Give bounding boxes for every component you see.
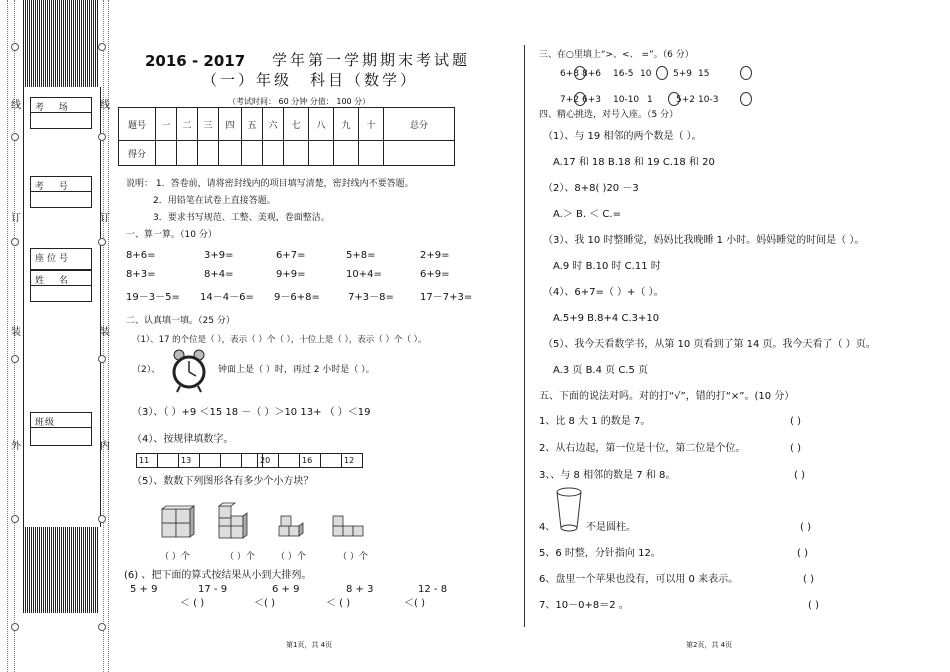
page-footer: 第1页，共 4页 (286, 641, 333, 649)
judge-item: 6、盘里一个苹果也没有，可以用 0 来表示。 (539, 574, 739, 585)
judge-item: 2、从右边起，第一位是十位，第二位是个位。 (539, 443, 746, 454)
column-divider (524, 45, 525, 627)
options-text: A.＞ B. ＜ C.= (553, 209, 621, 220)
order-expr: 12 - 8 (418, 584, 448, 595)
seq-cell[interactable] (279, 454, 300, 468)
options-text: A.5+9 B.8+4 C.3+10 (553, 313, 660, 324)
score-header-cell: 八 (309, 108, 334, 141)
question-text: （3）、（ ）+9 ＜15 18 －（ ）＞10 13+ （ ）＜19 (132, 407, 371, 418)
cube-answer[interactable]: （ ）个 (160, 552, 190, 562)
compare-expr: 10 (640, 69, 652, 79)
calc-item: 14－4－6= (200, 292, 254, 303)
score-cell[interactable] (219, 141, 242, 166)
judge-paren[interactable]: ( ) (800, 522, 811, 533)
order-expr: 8 + 3 (346, 584, 374, 595)
question-text: （5）、我今天看数学书，从第 10 页看到了第 14 页。我今天看了（ ）页。 (543, 339, 876, 350)
calc-item: 8+6= (126, 250, 156, 261)
options-text: A.17 和 18 B.18 和 19 C.18 和 20 (553, 157, 715, 168)
score-cell[interactable] (242, 141, 263, 166)
section-title: 二、认真填一填。（25 分） (126, 316, 235, 326)
calc-item: 9+9= (276, 269, 306, 280)
score-cell[interactable] (198, 141, 219, 166)
seq-cell: 20 (258, 454, 279, 468)
question-text: （3）、我 10 时整睡觉，妈妈比我晚睡 1 小时。妈妈睡觉的时间是（ ）。 (543, 235, 865, 246)
cube-figure-2-icon (217, 498, 251, 540)
compare-expr: 5+9 (673, 69, 692, 79)
cube-answer[interactable]: （ ）个 (225, 552, 255, 562)
judge-paren[interactable]: ( ) (797, 548, 808, 559)
seq-cell[interactable] (321, 454, 342, 468)
section-title: 三、在○里填上“>、<、 =”。（6 分） (539, 50, 694, 60)
judge-paren[interactable]: ( ) (790, 443, 801, 454)
judge-paren[interactable]: ( ) (808, 600, 819, 611)
calc-item: 2+9= (420, 250, 450, 261)
seq-cell[interactable] (158, 454, 179, 468)
compare-expr: 10-10 (613, 95, 640, 105)
margin-char: 内 (100, 441, 110, 452)
score-header-cell: 三 (198, 108, 219, 141)
calc-item: 9－6+8= (274, 292, 320, 303)
seq-cell: 13 (179, 454, 200, 468)
question-text: （5）、数数下列图形各有多少个小方块？ (132, 476, 314, 487)
instruction: 2．用铅笔在试卷上直接答题。 (153, 196, 276, 206)
compare-expr: 6+8 (560, 69, 579, 79)
exam-subtitle: （一）年级 科目（数学） (202, 71, 419, 89)
options-text: A.9 时 B.10 时 C.11 时 (553, 261, 661, 272)
score-cell[interactable] (384, 141, 455, 166)
score-header-cell: 二 (177, 108, 198, 141)
order-blank[interactable]: ＜ ( ) (180, 598, 205, 609)
compare-expr: 8+6 (582, 69, 601, 79)
compare-expr: 1 (647, 95, 653, 105)
cube-answer[interactable]: （ ）个 (338, 552, 368, 562)
instruction: 说明： 1．答卷前，请将密封线内的项目填写清楚，密封线内不要答题。 (126, 179, 414, 189)
score-cell[interactable] (284, 141, 309, 166)
compare-expr: 10-3 (698, 95, 719, 105)
section-title: 五、下面的说法对吗。对的打“√”，错的打“×”。(10 分） (539, 391, 795, 402)
score-cell[interactable] (359, 141, 384, 166)
exam-title: 学年第一学期期末考试题 (272, 51, 471, 69)
score-header-cell: 九 (334, 108, 359, 141)
cube-figure-4-icon (331, 510, 365, 540)
compare-circle[interactable] (740, 66, 752, 80)
score-header-cell: 一 (156, 108, 177, 141)
cube-answer[interactable]: （ ）个 (276, 552, 306, 562)
calc-item: 5+8= (346, 250, 376, 261)
score-header-cell: 五 (242, 108, 263, 141)
cup-shape-icon (552, 486, 586, 534)
calc-item: 10+4= (346, 269, 382, 280)
judge-item: 7、10－0+8＝2 。 (539, 600, 629, 611)
question-text: 钟面上是（ ）时，再过 2 小时是（ ）。 (218, 365, 375, 375)
judge-item: 3、、与 8 相邻的数是 7 和 8。 (539, 470, 676, 481)
score-header-cell: 四 (219, 108, 242, 141)
score-header-cell: 题号 (119, 108, 156, 141)
judge-item: 1、比 8 大 1 的数是 7。 (539, 416, 651, 427)
score-header-cell: 十 (359, 108, 384, 141)
compare-expr: 7+2 (560, 95, 579, 105)
question-text: (6) 、把下面的算式按结果从小到大排列。 (124, 570, 312, 581)
calc-item: 17－7+3= (420, 292, 473, 303)
exam-meta: （考试时间： 60 分钟 分值： 100 分） (228, 97, 371, 106)
judge-paren[interactable]: ( ) (794, 470, 805, 481)
order-expr: 17 - 9 (198, 584, 228, 595)
compare-circle[interactable] (740, 92, 752, 106)
calc-item: 19－3－5= (126, 292, 180, 303)
score-header-cell: 七 (284, 108, 309, 141)
field-exam-number[interactable]: 考 号 (30, 176, 92, 208)
margin-char: 线 (11, 100, 21, 111)
order-blank[interactable]: ＜( ) (404, 598, 425, 609)
score-cell[interactable] (156, 141, 177, 166)
section-title: 一、算一算。（10 分） (126, 230, 217, 240)
judge-paren[interactable]: ( ) (790, 416, 801, 427)
score-cell[interactable] (334, 141, 359, 166)
score-header-cell: 总分 (384, 108, 455, 141)
seq-cell: 12 (342, 454, 363, 468)
instruction: 3．要求书写规范、工整、美观，卷面整洁。 (153, 213, 330, 223)
cube-figure-3-icon (277, 510, 305, 540)
calc-item: 8+4= (204, 269, 234, 280)
compare-expr: 6+3 (582, 95, 601, 105)
margin-char: 线 (100, 100, 110, 111)
order-blank[interactable]: ＜( ) (254, 598, 275, 609)
exam-year: 2016 - 2017 (145, 52, 246, 70)
seq-cell: 11 (137, 454, 158, 468)
seq-cell: 16 (300, 454, 321, 468)
question-text: （1）、与 19 相邻的两个数是（ ）。 (543, 131, 702, 142)
calc-item: 3+9= (204, 250, 234, 261)
calc-item: 6+9= (420, 269, 450, 280)
margin-char: 订 (100, 213, 110, 224)
order-expr: 5 + 9 (130, 584, 158, 595)
margin-char: 订 (11, 213, 21, 224)
sequence-boxes-1[interactable] (136, 453, 263, 468)
judge-item-number: 4、 (539, 522, 556, 533)
compare-expr: 5+2 (676, 95, 695, 105)
calc-item: 7+3－8= (348, 292, 394, 303)
question-text: （2）、8+8( )20 －3 (543, 183, 639, 194)
field-seat-number[interactable]: 座位号 (30, 248, 92, 270)
section-title: 四、精心挑选，对号入座。（5 分） (539, 110, 679, 120)
question-text: （1）、17 的个位是（ ），表示（ ）个（ ），十位上是（ ），表示（ ）个（ ）。 (132, 335, 427, 345)
score-row-label: 得分 (119, 141, 156, 166)
calc-item: 6+7= (276, 250, 306, 261)
score-table (118, 107, 455, 166)
judge-item: 5、6 时整，分针指向 12。 (539, 548, 661, 559)
calc-item: 8+3= (126, 269, 156, 280)
field-name[interactable]: 姓 名 (30, 270, 92, 302)
field-class[interactable]: 班级 (30, 412, 92, 446)
score-header-cell: 六 (263, 108, 284, 141)
compare-expr: 16-5 (613, 69, 634, 79)
alarm-clock-icon (170, 348, 208, 394)
cube-figure-1-icon (160, 505, 196, 539)
field-exam-room[interactable]: 考 场 (30, 97, 92, 129)
order-expr: 6 + 9 (272, 584, 300, 595)
score-cell[interactable] (309, 141, 334, 166)
options-text: A.3 页 B.4 页 C.5 页 (553, 365, 649, 376)
order-blank[interactable]: ＜ ( ) (326, 598, 351, 609)
score-cell[interactable] (177, 141, 198, 166)
seq-cell[interactable] (200, 454, 221, 468)
question-text: （4）、6+7=（ ）+（ ）。 (543, 287, 664, 298)
margin-char: 外 (11, 441, 21, 452)
page-footer: 第2页，共 4页 (686, 641, 733, 649)
question-text: （2）、 (132, 365, 161, 375)
compare-circle[interactable] (656, 66, 668, 80)
judge-item: 不是圆柱。 (586, 522, 636, 533)
score-cell[interactable] (263, 141, 284, 166)
margin-char: 装 (100, 327, 110, 338)
margin-char: 装 (11, 327, 21, 338)
question-text: （4）、按规律填数字。 (132, 434, 234, 445)
seq-cell[interactable] (221, 454, 242, 468)
sequence-boxes-2[interactable] (257, 453, 363, 468)
judge-paren[interactable]: ( ) (803, 574, 814, 585)
compare-expr: 15 (698, 69, 710, 79)
